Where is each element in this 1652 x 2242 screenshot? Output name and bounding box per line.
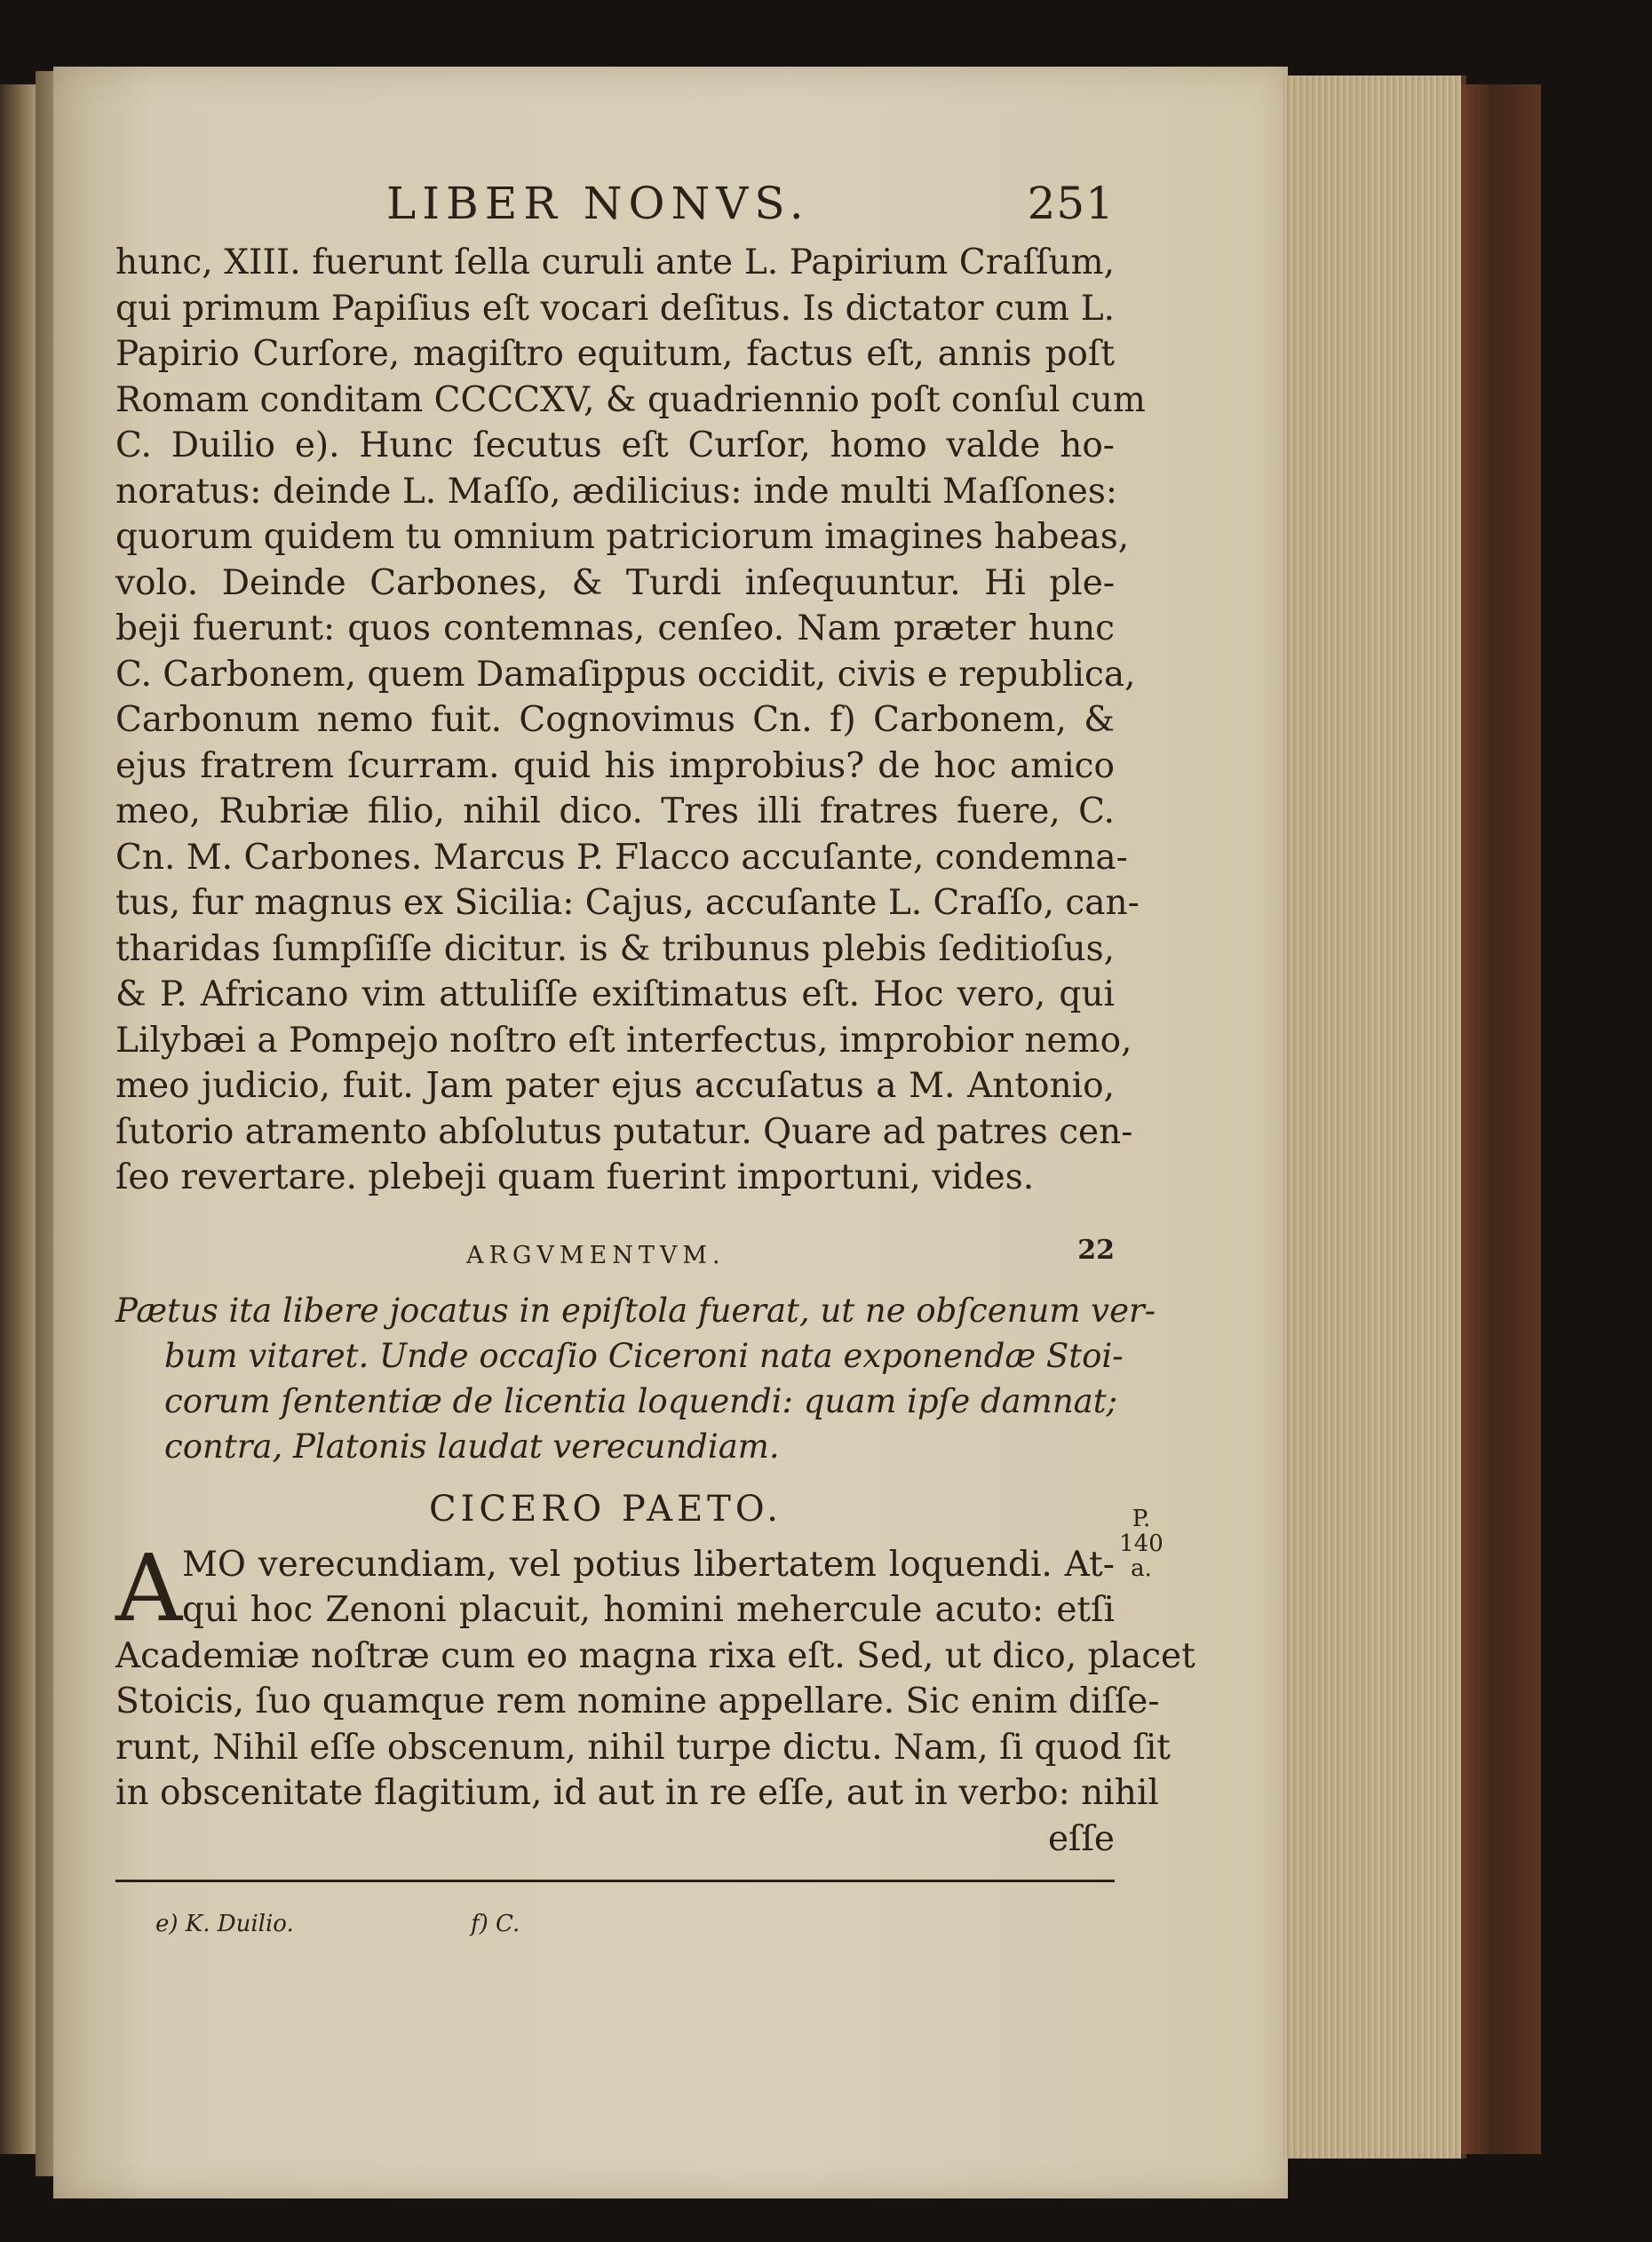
book-cover-edge bbox=[1461, 84, 1541, 2154]
argument-heading bbox=[115, 1235, 1115, 1288]
text-line: qui primum Papiſius eſt vocari deſitus. Is dictator cum L. bbox=[115, 288, 1115, 329]
argument-line: bum vitaret. Unde occaſio Ciceroni nata exponendæ Stoi- bbox=[164, 1336, 1124, 1375]
margin-ref-line: a. bbox=[1131, 1554, 1152, 1582]
text-line: tus, fur magnus ex Sicilia: Cajus, accuſante L. Craſſo, can- bbox=[115, 883, 1140, 923]
text-line: Carbonum nemo fuit. Cognovimus Cn. f) Carbonem, & bbox=[115, 700, 1115, 740]
text-line: volo. Deinde Carbones, & Turdi inſequuntur. Hi ple- bbox=[115, 562, 1115, 603]
text-line: beji fuerunt: quos contemnas, cenſeo. Nam præter hunc bbox=[115, 608, 1115, 648]
text-line: C. Carbonem, quem Damaſippus occidit, civis e republica, bbox=[115, 654, 1136, 695]
running-head bbox=[115, 178, 1115, 240]
argument-line: Pætus ita libere jocatus in epiſtola fuerat, ut ne obſcenum ver- bbox=[115, 1291, 1156, 1330]
text-line: tharidas ſumpſiſſe dicitur. is & tribunus plebis ſeditioſus, bbox=[115, 928, 1115, 969]
running-head-title: LIBER NONVS. bbox=[386, 178, 810, 229]
argument-line: corum ſententiæ de licentia loquendi: quam ipſe damnat; bbox=[164, 1381, 1118, 1420]
text-line: quorum quidem tu omnium patriciorum imagines habeas, bbox=[115, 517, 1130, 557]
margin-ref-line: 140 bbox=[1119, 1530, 1164, 1557]
text-line: C. Duilio e). Hunc ſecutus eſt Curſor, homo valde ho- bbox=[115, 425, 1115, 465]
footnote-f: f) C. bbox=[471, 1911, 520, 1937]
letter-continuation-text bbox=[115, 240, 1146, 1201]
text-line: Romam conditam CCCCXV, & quadriennio poſt conſul cum bbox=[115, 379, 1146, 420]
text-line: meo, Rubriæ filio, nihil dico. Tres illi fratres fuere, C. bbox=[115, 791, 1115, 831]
text-line: ſeo revertare. plebeji quam fuerint importuni, vides. bbox=[115, 1157, 1035, 1197]
letter-line: qui hoc Zenoni placuit, homini mehercule acuto: etſi bbox=[182, 1590, 1115, 1630]
letter-title: CICERO PAETO. bbox=[429, 1488, 783, 1530]
argument-title: ARGVMENTVM. bbox=[466, 1241, 726, 1269]
margin-ref-line: P. bbox=[1132, 1505, 1151, 1532]
text-line: meo judicio, fuit. Jam pater ejus accuſatus a M. Antonio, bbox=[115, 1066, 1115, 1106]
letter-line: MO verecundiam, vel potius libertatem loquendi. At- bbox=[182, 1544, 1115, 1585]
footnotes bbox=[115, 1911, 1115, 1946]
text-line: Cn. M. Carbones. Marcus P. Flacco accuſante, condemna- bbox=[115, 837, 1128, 878]
letter-line: Stoicis, ſuo quamque rem nomine appellare. Sic enim diſſe- bbox=[115, 1682, 1160, 1721]
page-text-block bbox=[115, 178, 1195, 1946]
text-line: noratus: deinde L. Maſſo, ædilicius: inde multi Maſſones: bbox=[115, 471, 1117, 512]
page-block-fore-edge bbox=[1283, 76, 1466, 2159]
text-line: ejus fratrem ſcurram. quid his improbius? de hoc amico bbox=[115, 745, 1115, 786]
letter-line: in obscenitate flagitium, id aut in re eſſe, aut in verbo: nihil bbox=[115, 1773, 1159, 1813]
catchword: eſſe bbox=[1047, 1818, 1115, 1859]
footnote-rule bbox=[115, 1880, 1115, 1882]
text-line: Lilybæi a Pompejo noſtro eſt interfectus, improbior nemo, bbox=[115, 1020, 1132, 1061]
letter-heading bbox=[115, 1482, 1115, 1542]
letter-line: Academiæ noſtræ cum eo magna rixa eſt. Sed, ut dico, placet bbox=[115, 1635, 1195, 1676]
text-line: Papirio Curſore, magiſtro equitum, factus eſt, annis poſt bbox=[115, 334, 1115, 374]
text-line: hunc, XIII. fuerunt ſella curuli ante L. Papirium Craſſum, bbox=[115, 242, 1115, 282]
letter-line: runt, Nihil eſſe obscenum, nihil turpe dictu. Nam, ſi quod ſit bbox=[115, 1727, 1171, 1768]
argument-summary bbox=[115, 1288, 1156, 1469]
letter-number: 22 bbox=[1077, 1234, 1115, 1266]
footnote-e: e) K. Duilio. bbox=[155, 1911, 294, 1937]
argument-line: contra, Platonis laudat verecundiam. bbox=[164, 1427, 780, 1466]
margin-reference bbox=[1119, 1507, 1164, 1581]
page-number: 251 bbox=[1027, 178, 1115, 229]
drop-cap: A bbox=[115, 1533, 183, 1642]
text-line: & P. Africano vim attuliſſe exiſtimatus eſt. Hoc vero, qui bbox=[115, 974, 1115, 1014]
text-line: ſutorio atramento abſolutus putatur. Quare ad patres cen- bbox=[115, 1111, 1133, 1152]
